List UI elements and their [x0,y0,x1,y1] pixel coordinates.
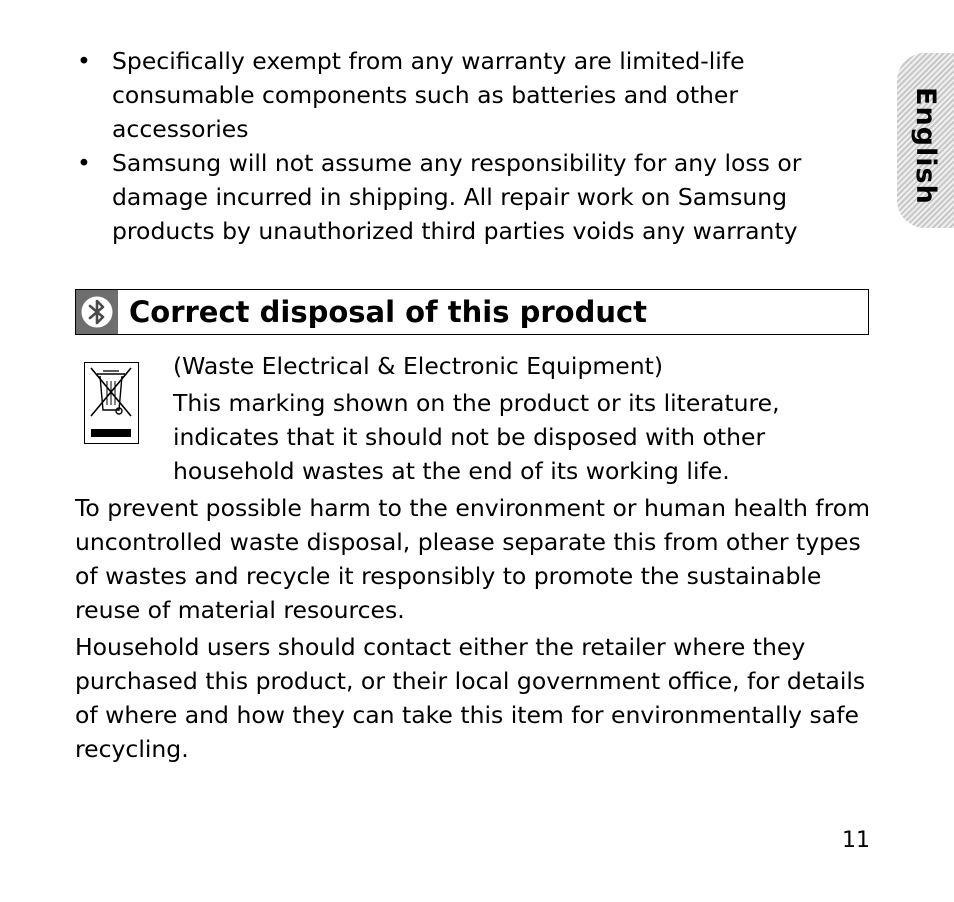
disposal-section-header [75,289,869,335]
bullet-item [75,44,875,146]
weee-subtitle: (Waste Electrical & Electronic Equipment) [173,352,664,380]
disposal-paragraph: Household users should contact either the retailer where they purchased this product, or their local government office, for details of where and how they can take this item for environmentally safe recycling. [75,633,866,763]
bullet-item [75,146,875,248]
disposal-body [75,491,875,769]
bullet-text: Specifically exempt from any warranty are limited-life consumable components such as batteries and other accessories [112,47,745,143]
warranty-bullet-list [75,44,875,248]
crossed-out-wheeled-bin-icon [84,362,139,444]
warranty-section [75,44,875,248]
bullet-mark: • [77,47,91,75]
bullet-text: Samsung will not assume any responsibility for any loss or damage incurred in shipping. All repair work on Samsung products by unauthorized third parties voids any warranty [112,149,802,245]
language-side-tab [897,53,954,228]
section-title: Correct disposal of this product [129,295,648,329]
weee-text: This marking shown on the product or its literature, indicates that it should not be disposed with other household wastes at the end of its working life. [173,389,780,485]
weee-description [173,349,873,488]
language-label: English [910,87,941,205]
page-number: 11 [842,828,870,853]
disposal-paragraph: To prevent possible harm to the environment or human health from uncontrolled waste disposal, please separate this from other types of wastes and recycle it responsibly to promote the sustainable reuse of material resources. [75,494,870,624]
bullet-mark: • [77,149,91,177]
bluetooth-icon [76,290,118,334]
